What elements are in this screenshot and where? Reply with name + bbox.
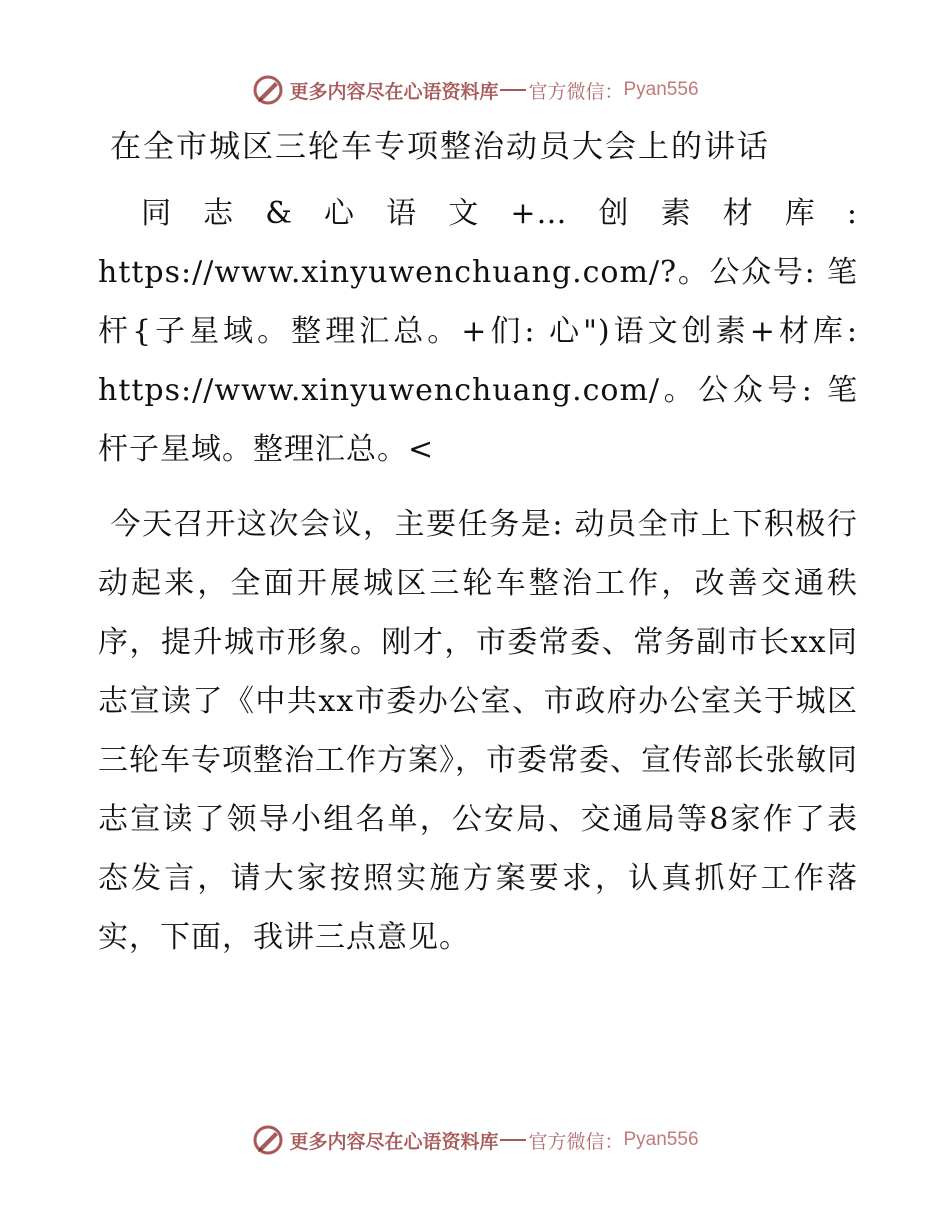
watermark-wechat-id: Pyan556	[623, 79, 699, 100]
document-body	[98, 118, 858, 983]
body-paragraph-text: 今天召开这次会议，主要任务是: 动员全市上下积极行动起来，全面开展城区三轮车整治工作，改善交通秩序，提升城市形象。刚才，市委常委、常务副市长xx同志宣读了《中共xx市委办公室、市政府办公室关于城区三轮车专项整治工作方案》，市委常委、宣传部长张敏同志宣读了领导小组名单，公安局、交通局等8家作了表态发言，请大家按照实施方案要求，认真抓好工作落实，下面，我讲三点意见。	[98, 507, 858, 955]
watermark-banner-top	[0, 70, 950, 110]
pen-logo-icon	[251, 73, 285, 107]
source-paragraph-text: 同志&心语文+…创素材库: https://www.xinyuwenchuang.com/?。公众号: 笔杆{子星域。整理汇总。+们: 心")语文创素+材库: https://www.xinyuwenchuang.com/。公众号: 笔杆子星域。整理汇总。<	[98, 196, 858, 467]
watermark-text: 更多内容尽在心语资料库	[289, 1130, 499, 1153]
page-title: 在全市城区三轮车专项整治动员大会上的讲话	[110, 129, 770, 165]
body-paragraph	[98, 495, 858, 967]
pen-logo-icon	[251, 1123, 285, 1157]
watermark-dash	[500, 89, 526, 91]
watermark-dash	[500, 1139, 526, 1141]
watermark-wechat-label: 官方微信：	[528, 1130, 624, 1153]
watermark-wechat-id: Pyan556	[623, 1129, 699, 1150]
watermark-banner-bottom	[0, 1120, 950, 1160]
source-paragraph	[98, 184, 858, 479]
watermark-wechat-label: 官方微信：	[528, 80, 624, 103]
watermark-text: 更多内容尽在心语资料库	[289, 80, 499, 103]
